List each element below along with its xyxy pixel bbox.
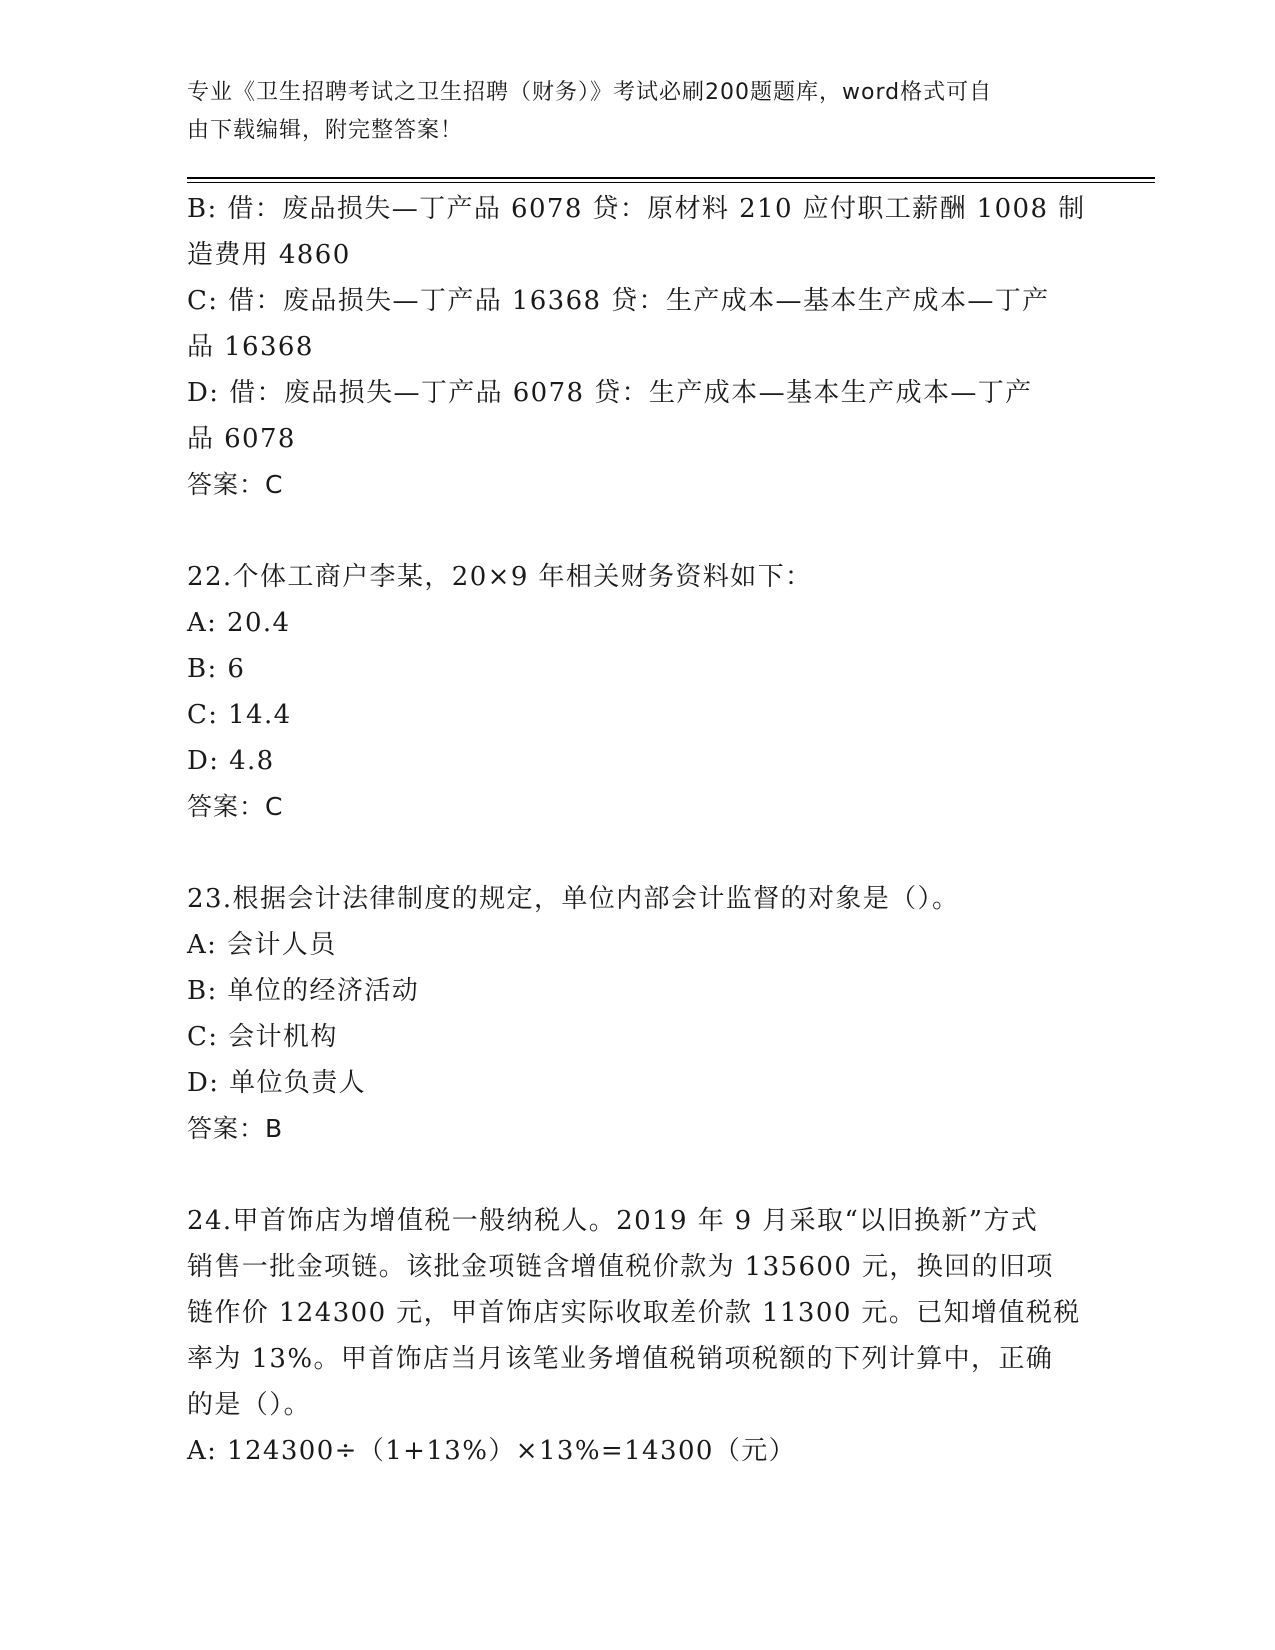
q23-option-a: A: 会计人员 xyxy=(187,930,337,960)
q23-stem: 23.根据会计法律制度的规定，单位内部会计监督的对象是（）。 xyxy=(187,884,960,914)
question-23 xyxy=(187,876,1087,1152)
q21-option-d-line-1: D: 借：废品损失—丁产品 6078 贷：生产成本—基本生产成本—丁产 xyxy=(187,378,1033,408)
q23-option-d: D: 单位负责人 xyxy=(187,1068,367,1098)
spacer xyxy=(187,508,1087,554)
header-line-2: 由下载编辑，附完整答案！ xyxy=(187,118,464,143)
q23-option-b: B: 单位的经济活动 xyxy=(187,976,420,1006)
header-rule-thick xyxy=(187,177,1155,179)
q22-option-a: A: 20.4 xyxy=(187,608,291,638)
question-21-continued xyxy=(187,186,1087,508)
document-header xyxy=(187,74,1087,150)
q22-option-b: B: 6 xyxy=(187,654,246,684)
spacer xyxy=(187,1152,1087,1198)
q22-option-c: C: 14.4 xyxy=(187,700,292,730)
q21-option-b-line-2: 造费用 4860 xyxy=(187,240,351,270)
header-line-1: 专业《卫生招聘考试之卫生招聘（财务）》考试必刷200题题库，word格式可自 xyxy=(187,80,993,105)
q22-option-d: D: 4.8 xyxy=(187,746,275,776)
q24-stem-line-5: 的是（）。 xyxy=(187,1390,312,1420)
question-24 xyxy=(187,1198,1087,1474)
question-content xyxy=(187,186,1087,1474)
q24-stem-line-1: 24.甲首饰店为增值税一般纳税人。2019 年 9 月采取“以旧换新”方式 xyxy=(187,1206,1039,1236)
q24-stem-line-3: 链作价 124300 元，甲首饰店实际收取差价款 11300 元。已知增值税税 xyxy=(187,1298,1081,1328)
q22-stem: 22.个体工商户李某，20×9 年相关财务资料如下： xyxy=(187,562,813,592)
q21-option-b-line-1: B: 借：废品损失—丁产品 6078 贷：原材料 210 应付职工薪酬 1008 制 xyxy=(187,194,1086,224)
q21-option-c-line-2: 品 16368 xyxy=(187,332,314,362)
q22-answer: 答案：C xyxy=(187,792,284,821)
q23-answer: 答案：B xyxy=(187,1114,284,1143)
q23-option-c: C: 会计机构 xyxy=(187,1022,338,1052)
spacer xyxy=(187,830,1087,876)
question-22 xyxy=(187,554,1087,830)
q21-option-c-line-1: C: 借：废品损失—丁产品 16368 贷：生产成本—基本生产成本—丁产 xyxy=(187,286,1050,316)
q24-option-a: A: 124300÷（1+13%）×13%=14300（元） xyxy=(187,1436,797,1466)
header-rule-thin xyxy=(187,182,1155,183)
q24-stem-line-2: 销售一批金项链。该批金项链含增值税价款为 135600 元，换回的旧项 xyxy=(187,1252,1054,1282)
q21-answer: 答案：C xyxy=(187,470,284,499)
q24-stem-line-4: 率为 13%。甲首饰店当月该笔业务增值税销项税额的下列计算中，正确 xyxy=(187,1344,1054,1374)
q21-option-d-line-2: 品 6078 xyxy=(187,424,296,454)
